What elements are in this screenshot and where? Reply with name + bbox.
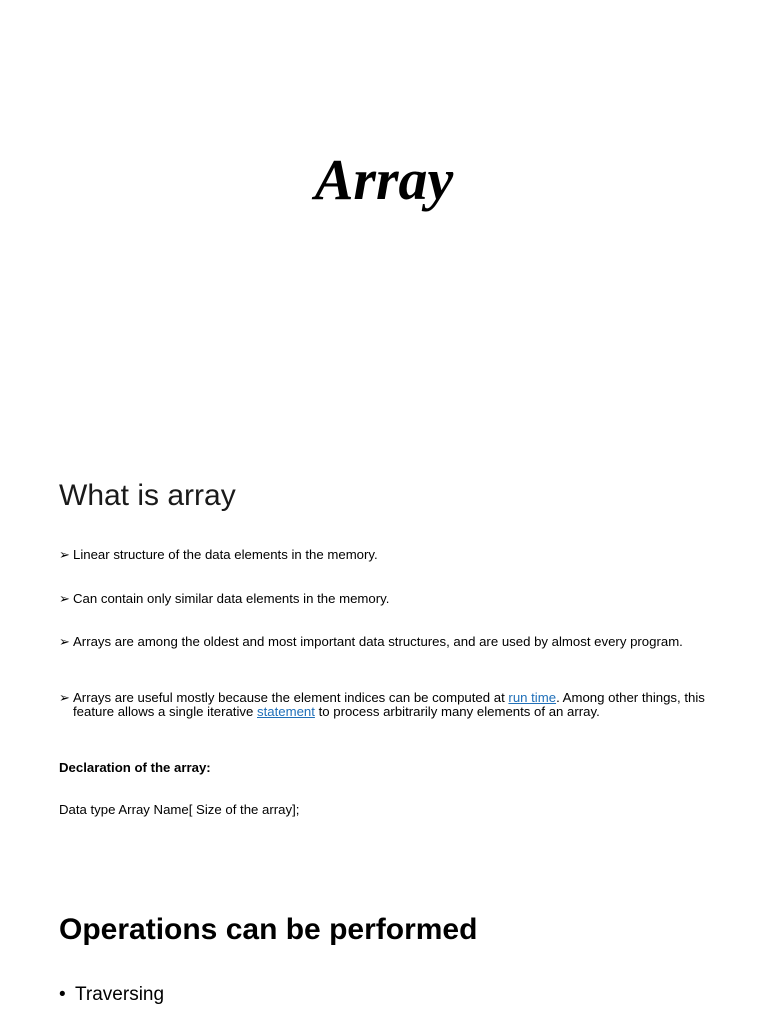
bullet-text: Linear structure of the data elements in the memory.: [73, 547, 378, 562]
declaration-syntax: Data type Array Name[ Size of the array];: [59, 802, 300, 817]
run-time-link[interactable]: run time: [508, 690, 557, 705]
bullet-dot-icon: •: [59, 984, 66, 1005]
arrow-bullet-icon: ➢: [59, 591, 70, 606]
bullet-item: [59, 592, 719, 606]
bullet-item: [59, 548, 719, 562]
slide-title: Array: [314, 147, 454, 212]
bullet-text: [59, 691, 719, 718]
bullet-text: Arrays are among the oldest and most important data structures, and are used by almost every program.: [73, 634, 683, 649]
bullet-text-part: . Among other things, this feature allows a single iterative: [73, 690, 705, 719]
bullet-item: [59, 635, 719, 649]
operation-label: Traversing: [75, 984, 165, 1005]
operation-item: [59, 982, 164, 1008]
section-heading: What is array: [59, 479, 236, 512]
statement-link[interactable]: statement: [257, 703, 315, 719]
bullet-item: [59, 691, 719, 718]
bullet-text-part: to process arbitrarily many elements of an array.: [314, 703, 600, 719]
arrow-bullet-icon: ➢: [59, 634, 70, 649]
operations-heading: Operations can be performed: [59, 913, 478, 946]
bullet-text: Can contain only similar data elements in the memory.: [73, 591, 390, 606]
arrow-bullet-icon: ➢: [59, 547, 70, 562]
declaration-label: Declaration of the array:: [59, 760, 211, 775]
bullet-text-part: Arrays are useful mostly because the element indices can be computed at: [73, 690, 509, 705]
arrow-bullet-icon: ➢: [59, 690, 70, 705]
